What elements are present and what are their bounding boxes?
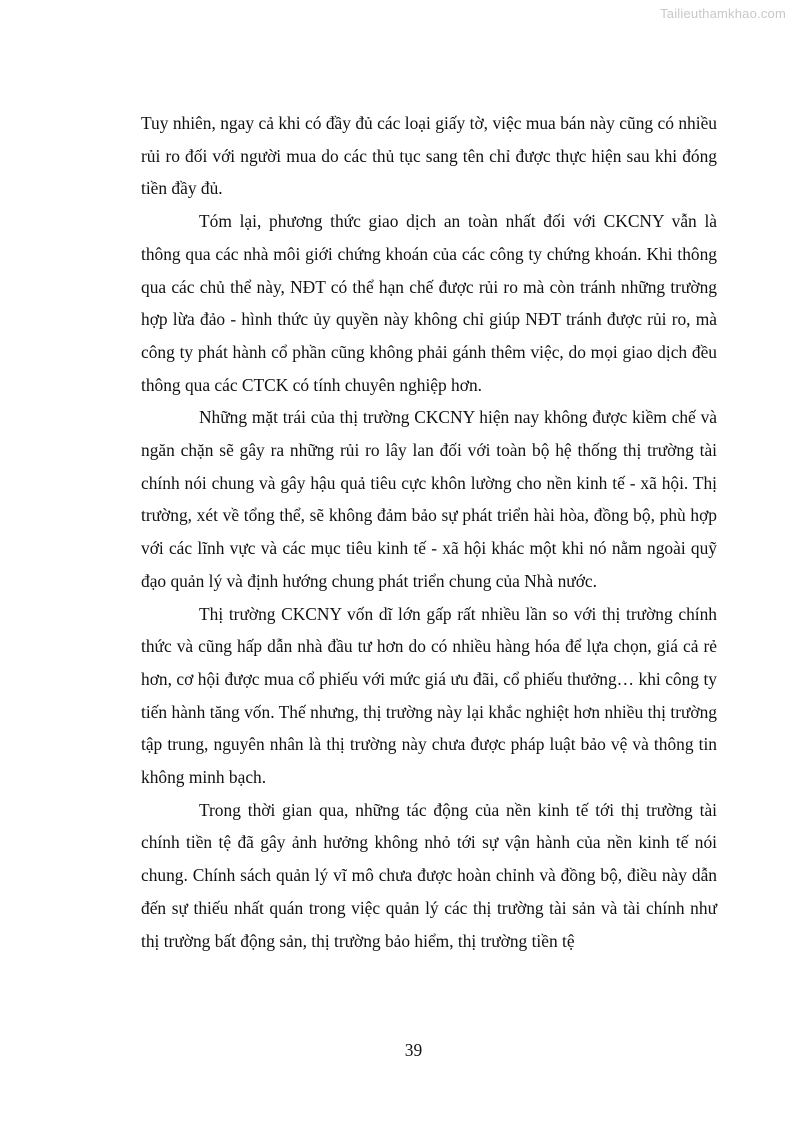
page-body	[141, 107, 717, 957]
paragraph-2: Tóm lại, phương thức giao dịch an toàn nhất đối với CKCNY vẫn là thông qua các nhà môi giới chứng khoán của các công ty chứng khoán. Khi thông qua các chủ thể này, NĐT có thể hạn chế được rủi ro mà còn tránh những trường hợp lừa đảo - hình thức ủy quyền này không chỉ giúp NĐT tránh được rủi ro, mà công ty phát hành cổ phần cũng không phải gánh thêm việc, do mọi giao dịch đều thông qua các CTCK có tính chuyên nghiệp hơn.	[141, 211, 717, 395]
page-number: 39	[404, 1040, 423, 1060]
paragraph-4: Thị trường CKCNY vốn dĩ lớn gấp rất nhiều lần so với thị trường chính thức và cũng hấp dẫn nhà đầu tư hơn do có nhiều hàng hóa để lựa chọn, giá cả rẻ hơn, cơ hội được mua cổ phiếu với mức giá ưu đãi, cổ phiếu thưởng… khi công ty tiến hành tăng vốn. Thế nhưng, thị trường này lại khắc nghiệt hơn nhiều thị trường tập trung, nguyên nhân là thị trường này chưa được pháp luật bảo vệ và thông tin không minh bạch.	[141, 603, 717, 788]
paragraph-1: Tuy nhiên, ngay cả khi có đầy đủ các loại giấy tờ, việc mua bán này cũng có nhiều rủi ro đối với người mua do các thủ tục sang tên chỉ được thực hiện sau khi đóng tiền đầy đủ.	[141, 113, 717, 199]
paragraph-5: Trong thời gian qua, những tác động của nền kinh tế tới thị trường tài chính tiền tệ đã gây ảnh hưởng không nhỏ tới sự vận hành của nền kinh tế nói chung. Chính sách quản lý vĩ mô chưa được hoàn chỉnh và đồng bộ, điều này dẫn đến sự thiếu nhất quán trong việc quản lý các thị trường tài sản và tài chính như thị trường bất động sản, thị trường bảo hiểm, thị trường tiền tệ	[141, 799, 717, 951]
paragraph-3: Những mặt trái của thị trường CKCNY hiện nay không được kiềm chế và ngăn chặn sẽ gây ra những rủi ro lây lan đối với toàn bộ hệ thống thị trường tài chính nói chung và gây hậu quả tiêu cực khôn lường cho nền kinh tế - xã hội. Thị trường, xét về tổng thể, sẽ không đảm bảo sự phát triển hài hòa, đồng bộ, phù hợp với các lĩnh vực và các mục tiêu kinh tế - xã hội khác một khi nó nằm ngoài quỹ đạo quản lý và định hướng chung phát triển chung của Nhà nước.	[141, 407, 717, 591]
watermark: Tailieuthamkhao.com	[660, 6, 786, 21]
